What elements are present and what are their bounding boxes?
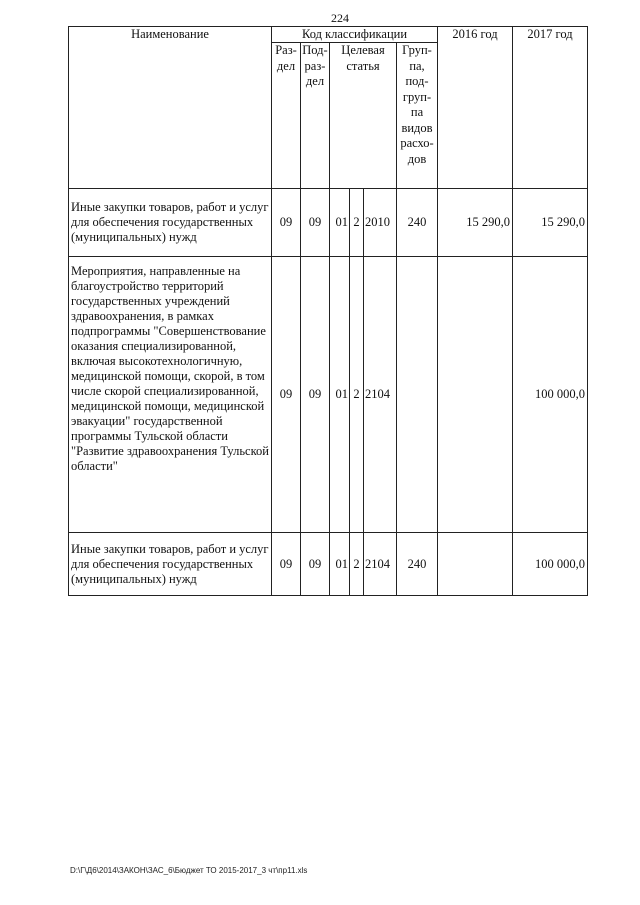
row-target-c: 2104 (364, 533, 397, 596)
row-group: 240 (397, 533, 438, 596)
header-section-line: дел (276, 58, 296, 73)
table-row (69, 189, 588, 257)
header-group-line: расхо- (400, 136, 434, 150)
table-row (69, 533, 588, 596)
header-year-2016: 2016 год (438, 27, 513, 189)
row-section: 09 (272, 257, 301, 533)
row-amount-2017: 100 000,0 (513, 533, 588, 596)
header-group-line: па, (409, 58, 425, 73)
row-amount-2016 (438, 257, 513, 533)
row-target-b: 2 (350, 533, 364, 596)
row-target-a: 01 (330, 189, 350, 257)
header-classification-code: Код классификации (272, 27, 438, 43)
row-amount-2016: 15 290,0 (438, 189, 513, 257)
header-target-item-line: статья (346, 58, 380, 73)
header-section-line: Раз- (275, 43, 297, 57)
row-amount-2016 (438, 533, 513, 596)
page-number: 224 (331, 11, 349, 25)
header-subsection-line: дел (305, 74, 325, 88)
table-row (69, 257, 588, 533)
row-name: Иные закупки товаров, работ и услуг для обеспечения государственных (муниципальных) нужд (69, 533, 272, 596)
row-target-c: 2104 (364, 257, 397, 533)
header-group-line: груп- (402, 89, 432, 104)
row-section: 09 (272, 189, 301, 257)
row-target-a: 01 (330, 257, 350, 533)
file-path-footer: D:\Г\Д6\2014\ЗАКОН\ЗАС_6\Бюджет ТО 2015-2017_3 чт\пр11.xls (70, 866, 308, 875)
header-subsection-line: раз- (304, 58, 326, 73)
row-subsection: 09 (301, 189, 330, 257)
header-group-line: видов (401, 120, 433, 135)
header-group (397, 43, 438, 189)
row-group (397, 257, 438, 533)
budget-table (68, 26, 588, 596)
header-section (272, 43, 301, 189)
row-amount-2017: 100 000,0 (513, 257, 588, 533)
header-subsection (301, 43, 330, 189)
row-amount-2017: 15 290,0 (513, 189, 588, 257)
row-subsection: 09 (301, 533, 330, 596)
row-section: 09 (272, 533, 301, 596)
header-year-2017: 2017 год (513, 27, 588, 189)
header-subsection-line: Под- (302, 43, 328, 57)
row-name: Иные закупки товаров, работ и услуг для обеспечения государственных (муниципальных) нужд (69, 189, 272, 257)
row-target-b: 2 (350, 189, 364, 257)
header-group-line: дов (407, 151, 427, 166)
header-target-item (330, 43, 397, 189)
row-group: 240 (397, 189, 438, 257)
header-target-item-line: Целевая (341, 43, 385, 57)
row-target-a: 01 (330, 533, 350, 596)
header-group-line: па (410, 105, 424, 119)
header-name: Наименование (69, 27, 272, 189)
header-group-line: под- (405, 74, 429, 88)
row-target-b: 2 (350, 257, 364, 533)
row-target-c: 2010 (364, 189, 397, 257)
header-group-line: Груп- (402, 43, 432, 57)
row-name: Мероприятия, направленные на благоустройство территорий государственных учреждений здравоохранения, в рамках подпрограммы "Совершенствование оказания специализированной, включая высокотехнологичную, медицинской помощи, скорой, в том числе скорой специализированной, медицинской помощи, медицинской эвакуации" государственной программы Тульской области "Развитие здравоохранения Тульской области" (69, 257, 272, 533)
row-subsection: 09 (301, 257, 330, 533)
